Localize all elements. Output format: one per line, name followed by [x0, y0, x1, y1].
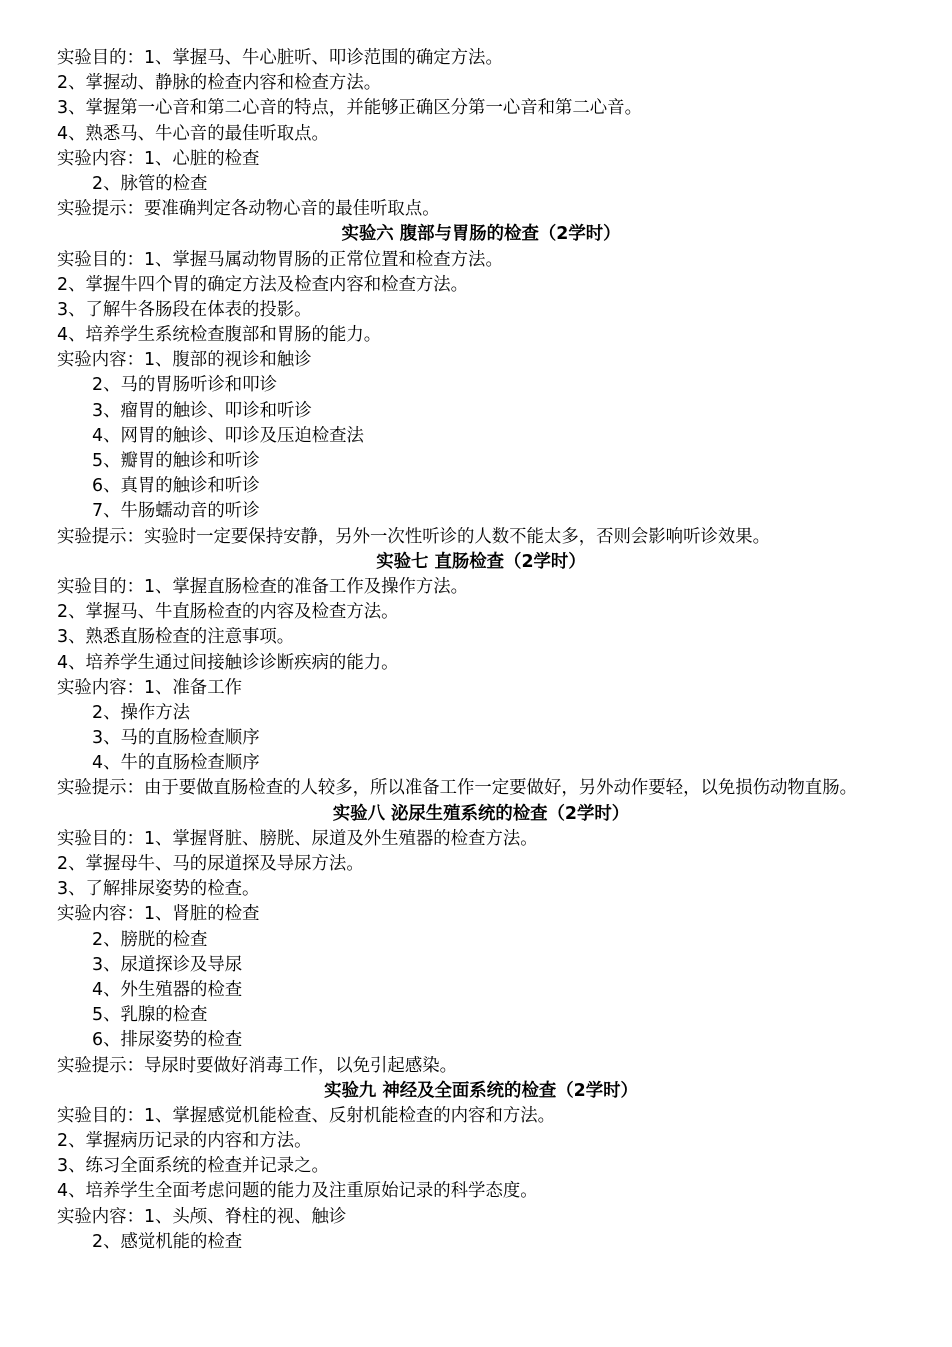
paragraph-line: 实验内容：1、头颅、脊柱的视、触诊 [57, 1206, 347, 1227]
indented-item: 2、感觉机能的检查 [92, 1231, 243, 1252]
document-body [57, 46, 897, 1255]
indented-item: 2、操作方法 [92, 702, 191, 723]
paragraph-line: 实验内容：1、心脏的检查 [57, 148, 260, 169]
paragraph-line: 实验提示：实验时一定要保持安静，另外一次性听诊的人数不能太多，否则会影响听诊效果。 [57, 526, 771, 547]
paragraph-line: 3、练习全面系统的检查并记录之。 [57, 1156, 329, 1177]
paragraph-line: 2、掌握牛四个胃的确定方法及检查内容和检查方法。 [57, 274, 469, 295]
paragraph-line: 3、了解牛各肠段在体表的投影。 [57, 299, 312, 320]
indented-item: 4、牛的直肠检查顺序 [92, 753, 260, 774]
indented-item: 5、瓣胃的触诊和听诊 [92, 451, 260, 471]
paragraph-line: 4、熟悉马、牛心音的最佳听取点。 [57, 123, 329, 144]
paragraph-line: 3、熟悉直肠检查的注意事项。 [57, 627, 295, 648]
paragraph-line: 实验内容：1、肾脏的检查 [57, 904, 260, 925]
paragraph-line: 2、掌握病历记录的内容和方法。 [57, 1131, 312, 1152]
indented-item: 2、膀胱的检查 [92, 929, 208, 950]
indented-item: 3、尿道探诊及导尿 [92, 954, 243, 975]
section-heading: 实验七 直肠检查（2学时） [376, 551, 586, 572]
paragraph-line: 实验内容：1、腹部的视诊和触诊 [57, 350, 312, 371]
paragraph-line: 3、掌握第一心音和第二心音的特点，并能够正确区分第一心音和第二心音。 [57, 98, 642, 119]
paragraph-line: 2、掌握动、静脉的检查内容和检查方法。 [57, 73, 382, 94]
paragraph-line: 实验目的：1、掌握肾脏、膀胱、尿道及外生殖器的检查方法。 [57, 828, 538, 849]
paragraph-line: 实验目的：1、掌握马属动物胃肠的正常位置和检查方法。 [57, 249, 503, 270]
paragraph-line: 实验目的：1、掌握直肠检查的准备工作及操作方法。 [57, 576, 469, 597]
paragraph-line: 4、培养学生全面考虑问题的能力及注重原始记录的科学态度。 [57, 1181, 538, 1202]
indented-item: 4、外生殖器的检查 [92, 979, 243, 1000]
section-heading: 实验九 神经及全面系统的检查（2学时） [324, 1080, 638, 1101]
paragraph-line: 2、掌握马、牛直肠检查的内容及检查方法。 [57, 602, 399, 623]
paragraph-line: 实验提示：导尿时要做好消毒工作，以免引起感染。 [57, 1055, 457, 1076]
paragraph-line: 实验目的：1、掌握马、牛心脏听、叩诊范围的确定方法。 [57, 48, 503, 68]
indented-item: 5、乳腺的检查 [92, 1005, 208, 1026]
indented-item: 6、真胃的触诊和听诊 [92, 476, 260, 497]
section-heading: 实验八 泌尿生殖系统的检查（2学时） [332, 803, 630, 824]
indented-item: 2、脉管的检查 [92, 173, 208, 194]
paragraph-line: 4、培养学生通过间接触诊诊断疾病的能力。 [57, 652, 399, 673]
indented-item: 3、瘤胃的触诊、叩诊和听诊 [92, 400, 312, 421]
indented-item: 4、网胃的触诊、叩诊及压迫检查法 [92, 425, 364, 446]
paragraph-line: 4、培养学生系统检查腹部和胃肠的能力。 [57, 325, 382, 346]
paragraph-line: 实验目的：1、掌握感觉机能检查、反射机能检查的内容和方法。 [57, 1105, 556, 1126]
indented-item: 3、马的直肠检查顺序 [92, 728, 260, 749]
paragraph-line: 3、了解排尿姿势的检查。 [57, 879, 260, 900]
paragraph-line: 实验内容：1、准备工作 [57, 677, 242, 698]
indented-item: 7、牛肠蠕动音的听诊 [92, 501, 260, 522]
section-heading: 实验六 腹部与胃肠的检查（2学时） [341, 224, 621, 245]
indented-item: 6、排尿姿势的检查 [92, 1030, 243, 1051]
indented-item: 2、马的胃肠听诊和叩诊 [92, 375, 277, 396]
paragraph-line: 2、掌握母牛、马的尿道探及导尿方法。 [57, 854, 364, 875]
paragraph-line: 实验提示：由于要做直肠检查的人较多，所以准备工作一定要做好，另外动作要轻，以免损伤动物直肠。 [57, 778, 857, 799]
paragraph-line: 实验提示：要准确判定各动物心音的最佳听取点。 [57, 199, 440, 220]
